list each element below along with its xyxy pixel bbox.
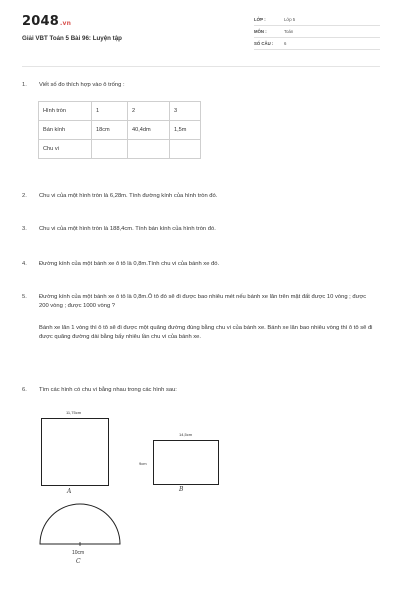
table-cell: 1,5m <box>170 121 201 140</box>
header-divider <box>22 66 380 67</box>
figure-b-label: B <box>179 486 184 493</box>
answer-cell[interactable] <box>128 140 170 159</box>
meta-class-value: Lớp 5 <box>284 17 296 22</box>
question-number: 6. <box>22 387 27 393</box>
meta-info <box>254 14 380 50</box>
table-cell: 18cm <box>92 121 128 140</box>
table-cell: Hình tròn <box>39 102 92 121</box>
square-figure <box>41 418 109 486</box>
table-row <box>39 102 201 121</box>
question-number: 4. <box>22 261 27 267</box>
logo-text: 2048 <box>22 14 59 29</box>
question-number: 3. <box>22 226 27 232</box>
meta-count-value: 6 <box>284 41 287 46</box>
question-text: Tìm các hình có chu vi bằng nhau trong các hình sau: <box>39 387 177 393</box>
question-text: Đường kính của một bánh xe ô tô là 0,8m.Ô tô đó sẽ đi được bao nhiêu mét nếu bánh xe lăn trên mặt đất được 10 vòng ; được 200 vòng ; được 1000 vòng ? <box>39 294 367 309</box>
question-number: 1. <box>22 82 27 88</box>
meta-subject-value: Toán <box>284 29 294 34</box>
question-text: Đường kính của một bánh xe ô tô là 0,8m.Tính chu vi của bánh xe đó. <box>39 261 220 267</box>
rect-height-label: 9cm <box>139 461 147 466</box>
square-side-label: 11,75cm <box>66 410 82 415</box>
circle-table <box>38 101 201 159</box>
meta-count-label: SỐ CÂU : <box>254 41 274 46</box>
table-cell: Chu vi <box>39 140 92 159</box>
table-cell: Bán kính <box>39 121 92 140</box>
table-row <box>39 121 201 140</box>
table-cell: 3 <box>170 102 201 121</box>
meta-class-label: LỚP : <box>254 17 266 22</box>
semicircle-figure <box>38 500 122 546</box>
meta-subject <box>254 26 380 38</box>
question-text: Viết số đo thích hợp vào ô trống : <box>39 82 125 88</box>
figure-a-label: A <box>67 488 72 495</box>
table-row <box>39 140 201 159</box>
answer-cell[interactable] <box>92 140 128 159</box>
question-text: Chu vi của một hình tròn là 188,4cm. Tính bán kính của hình tròn đó. <box>39 226 216 232</box>
question-number: 5. <box>22 294 27 300</box>
meta-class <box>254 14 380 26</box>
semicircle-diameter-label: 10cm <box>72 550 85 556</box>
meta-count <box>254 38 380 50</box>
table-cell: 40,4dm <box>128 121 170 140</box>
site-logo[interactable] <box>22 14 71 29</box>
meta-subject-label: MÔN : <box>254 29 267 34</box>
rect-width-label: 14,5cm <box>179 432 193 437</box>
question-number: 2. <box>22 193 27 199</box>
page-header <box>0 0 400 62</box>
answer-cell[interactable] <box>170 140 201 159</box>
question-5-note: Bánh xe lăn 1 vòng thì ô tô sẽ đi được một quãng đường đúng bằng chu vi của bánh xe. Bánh xe lăn bao nhiêu vòng thì ô tô sẽ đi được quãng đường dài bằng bấy nhiêu lần chu vi của bánh xe. <box>39 325 373 340</box>
page-title: Giải VBT Toán 5 Bài 96: Luyện tập <box>22 35 122 42</box>
logo-tld: .vn <box>59 20 72 27</box>
table-cell: 1 <box>92 102 128 121</box>
rectangle-figure <box>153 440 219 485</box>
question-text: Chu vi của một hình tròn là 6,28m. Tính đường kính của hình tròn đó. <box>39 193 218 199</box>
figure-c-label: C <box>76 558 81 565</box>
table-cell: 2 <box>128 102 170 121</box>
